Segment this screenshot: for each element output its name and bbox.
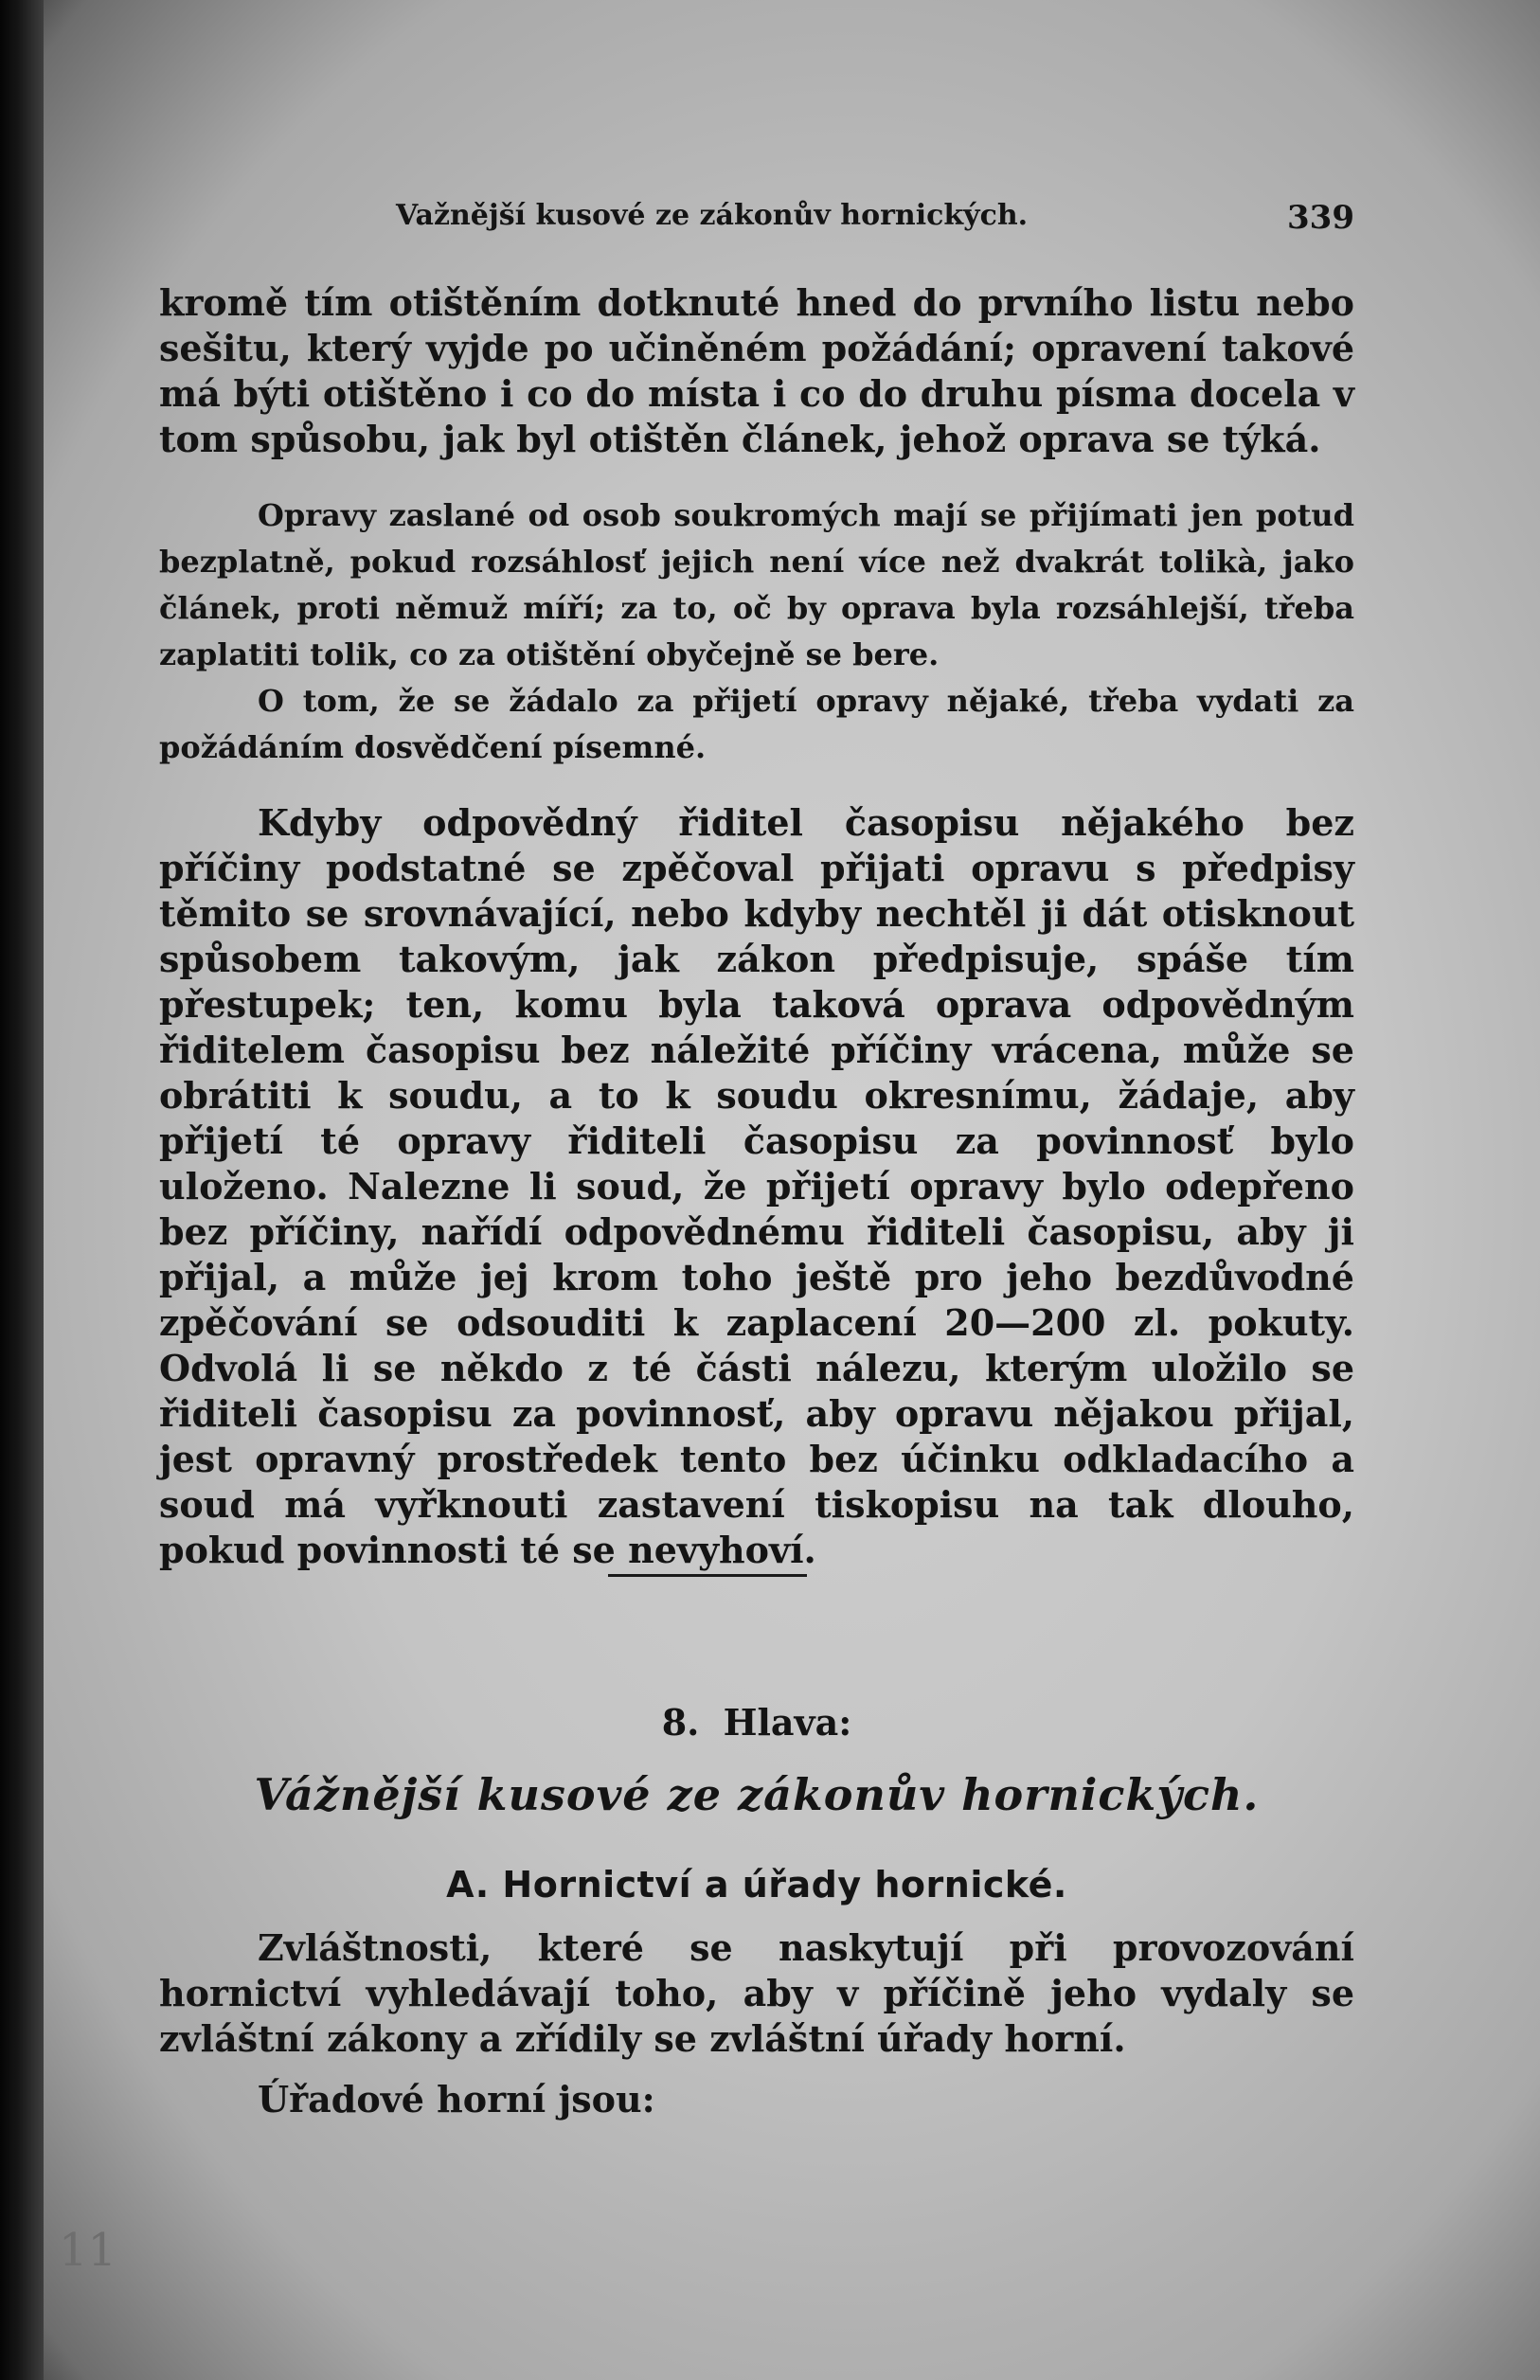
- text-block-small-print: [159, 492, 1354, 771]
- book-edge-shadow: [0, 0, 44, 2380]
- text-block-main: [159, 800, 1354, 1573]
- running-head: [159, 199, 1354, 244]
- paragraph-last: Úřadové horní jsou:: [258, 2078, 655, 2121]
- margin-mark: 11: [59, 2224, 117, 2277]
- section-title: A. Hornictví a úřady hornické.: [446, 1864, 1067, 1906]
- chapter-title: Vážnější kusové ze zákonův hornických.: [254, 1769, 1260, 1820]
- page-number: 339: [1287, 199, 1354, 237]
- chapter-label: Hlava:: [723, 1701, 852, 1744]
- running-head-title: Važnější kusové ze zákonův hornických.: [396, 199, 1029, 232]
- paragraph-continuation: kromě tím otištěním dotknuté hned do prvního listu nebo sešitu, který vyjde po učiněném požádání; opravení takové má býti otištěno i co do místa i co do druhu písma docela v tom spůsobu, jak byl otištěn článek, jehož oprava se týká.: [159, 281, 1354, 460]
- paragraph-small-2: O tom, že se žádalo za přijetí opravy nějaké, třeba vydati za požádáním dosvědčení písemné.: [159, 683, 1354, 765]
- section-divider: [608, 1574, 807, 1577]
- text-block-last: [159, 2077, 1354, 2122]
- chapter-heading: [159, 1701, 1354, 1744]
- paragraph-main: Kdyby odpovědný řiditel časopisu nějakého bez příčiny podstatné se zpěčoval přijati opravu s předpisy těmito se srovnávající, nebo kdyby nechtěl ji dát otisknout spůsobem takovým, jak zákon předpisuje, spáše tím přestupek; ten, komu byla taková oprava odpovědným řiditelem časopisu bez náležité příčiny vrácena, může se obrátiti k soudu, a to k soudu okresnímu, žádaje, aby přijetí té opravy řiditeli časopisu za povinnosť bylo uloženo. Nalezne li soud, že přijetí opravy bylo odepřeno bez příčiny, nařídí odpovědnému řiditeli časopisu, aby ji přijal, a může jej krom toho ještě pro jeho bezdůvodné zpěčování se odsouditi k zaplacení 20—200 zl. pokuty. Odvolá li se někdo z té části nálezu, kterým uložilo se řiditeli časopisu za povinnosť, aby opravu nějakou přijal, jest opravný prostředek tento bez účinku odkladacího a soud má vyřknouti zastavení tiskopisu na tak dlouho, pokud povinnosti té se nevyhoví.: [159, 801, 1354, 1571]
- paragraph-section: Zvláštnosti, které se naskytují při provozování hornictví vyhledávají toho, aby v příčině jeho vydaly se zvláštní zákony a zřídily se zvláštní úřady horní.: [159, 1926, 1354, 2060]
- text-block-continuation: [159, 280, 1354, 462]
- chapter-number: 8.: [661, 1701, 700, 1744]
- paragraph-small-1: Opravy zaslané od osob soukromých mají se přijímati jen potud bezplatně, pokud rozsáhlosť jejich není více než dvakrát tolikà, jako článek, proti němuž míří; za to, oč by oprava byla rozsáhlejší, třeba zaplatiti tolik, co za otištění obyčejně se bere.: [159, 497, 1354, 672]
- text-block-section: [159, 1925, 1354, 2062]
